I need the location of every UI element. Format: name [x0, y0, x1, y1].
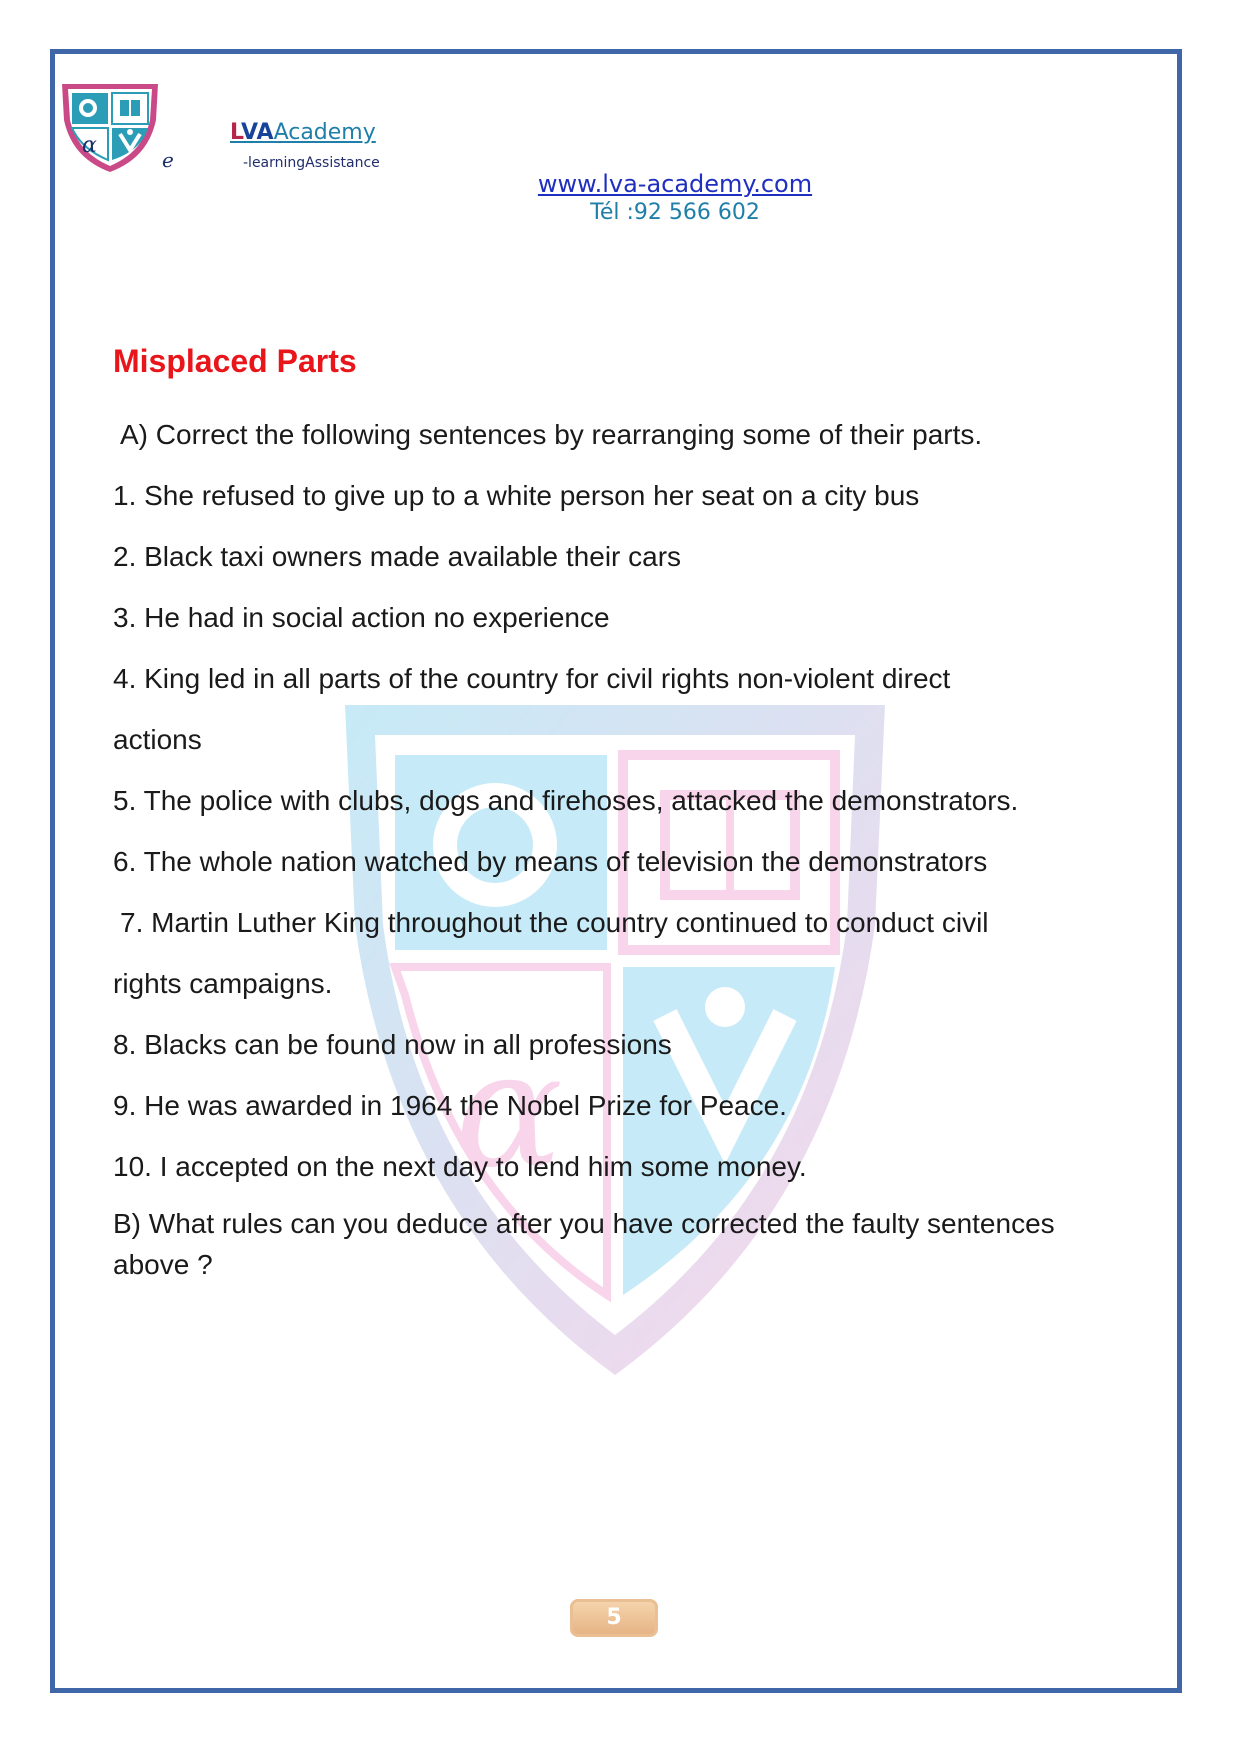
brand-academy: Academy: [273, 120, 376, 145]
page-number-badge: 5: [570, 1599, 658, 1637]
sentence-item: 7. Martin Luther King throughout the country continued to conduct civil: [120, 907, 989, 938]
exercise-content: [113, 340, 1133, 1285]
question-b: B) What rules can you deduce after you have corrected the faulty sentences above ?: [113, 1208, 1055, 1280]
contact-block: [480, 170, 870, 225]
lva-academy-logo: [58, 80, 164, 176]
sentence-item: 8. Blacks can be found now in all professions: [113, 1029, 672, 1060]
svg-text:α: α: [455, 1016, 564, 1203]
instruction-a: A) Correct the following sentences by rearranging some of their parts.: [120, 419, 983, 450]
sentence-item: 10. I accepted on the next day to lend him some money.: [113, 1151, 807, 1182]
sentence-continuation: actions: [113, 724, 202, 755]
logo-e-letter: e: [162, 148, 174, 172]
sentence-item: 6. The whole nation watched by means of television the demonstrators: [113, 846, 988, 877]
sentence-item: 1. She refused to give up to a white person her seat on a city bus: [113, 480, 920, 511]
website-link[interactable]: www.lva-academy.com: [537, 170, 813, 198]
brand-tagline: -learningAssistance: [243, 155, 380, 171]
sentence-item: 4. King led in all parts of the country for civil rights non-violent direct: [113, 663, 951, 694]
svg-text:α: α: [82, 133, 97, 158]
sentence-item: 2. Black taxi owners made available their cars: [113, 541, 682, 572]
sentence-item: 3. He had in social action no experience: [113, 602, 610, 633]
phone-number: Tél :92 566 602: [590, 200, 760, 225]
brand-va: VA: [241, 120, 274, 145]
brand-l: L: [230, 120, 241, 145]
sentence-item: 9. He was awarded in 1964 the Nobel Prize for Peace.: [113, 1090, 787, 1121]
brand-name[interactable]: [230, 120, 376, 145]
sentence-item: 5. The police with clubs, dogs and firehoses, attacked the demonstrators.: [113, 785, 1019, 816]
sentence-continuation: rights campaigns.: [113, 968, 333, 999]
exercise-title: Misplaced Parts: [113, 343, 357, 379]
